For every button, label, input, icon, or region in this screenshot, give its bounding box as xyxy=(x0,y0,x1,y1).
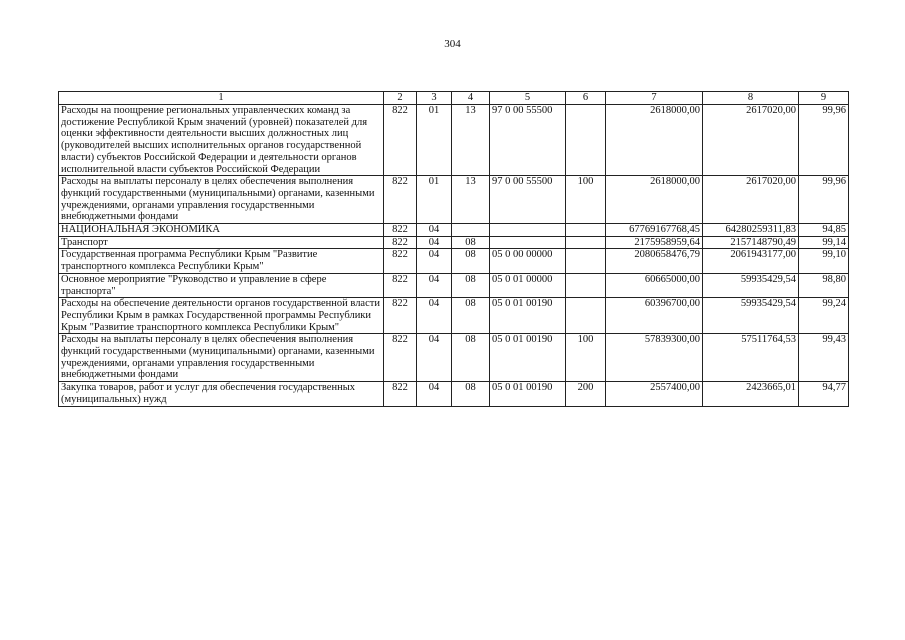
percent-cell: 94,77 xyxy=(799,382,849,406)
target-article-cell: 97 0 00 55500 xyxy=(490,176,566,224)
table-header-row xyxy=(59,92,849,105)
planned-amount-cell: 57839300,00 xyxy=(606,334,703,382)
planned-amount-cell: 2175958959,64 xyxy=(606,236,703,249)
section-cell: 04 xyxy=(417,273,452,297)
column-header: 3 xyxy=(417,92,452,105)
column-header: 4 xyxy=(452,92,490,105)
table-row xyxy=(59,249,849,273)
table-row xyxy=(59,273,849,297)
ministry-code-cell: 822 xyxy=(384,105,417,176)
ministry-code-cell: 822 xyxy=(384,249,417,273)
percent-cell: 99,10 xyxy=(799,249,849,273)
column-header: 7 xyxy=(606,92,703,105)
expense-type-cell xyxy=(566,105,606,176)
percent-cell: 99,14 xyxy=(799,236,849,249)
table-row xyxy=(59,236,849,249)
column-header: 6 xyxy=(566,92,606,105)
column-header: 2 xyxy=(384,92,417,105)
column-header: 8 xyxy=(703,92,799,105)
table-row xyxy=(59,105,849,176)
row-name-cell: НАЦИОНАЛЬНАЯ ЭКОНОМИКА xyxy=(59,224,384,237)
page-number: 304 xyxy=(444,38,461,50)
planned-amount-cell: 60396700,00 xyxy=(606,298,703,334)
row-name-cell: Расходы на выплаты персоналу в целях обеспечения выполнения функций государственными (муниципальными) органами, казенными учреждениями, органами управления государственными внебюджетными фондами xyxy=(59,334,384,382)
target-article-cell xyxy=(490,236,566,249)
planned-amount-cell: 2618000,00 xyxy=(606,176,703,224)
executed-amount-cell: 59935429,54 xyxy=(703,273,799,297)
executed-amount-cell: 2157148790,49 xyxy=(703,236,799,249)
section-cell: 04 xyxy=(417,334,452,382)
column-header: 1 xyxy=(59,92,384,105)
expense-type-cell xyxy=(566,273,606,297)
percent-cell: 99,96 xyxy=(799,176,849,224)
executed-amount-cell: 2617020,00 xyxy=(703,176,799,224)
executed-amount-cell: 2617020,00 xyxy=(703,105,799,176)
section-cell: 04 xyxy=(417,249,452,273)
ministry-code-cell: 822 xyxy=(384,273,417,297)
percent-cell: 99,96 xyxy=(799,105,849,176)
expense-type-cell: 100 xyxy=(566,334,606,382)
row-name-cell: Расходы на поощрение региональных управленческих команд за достижение Республикой Крым значений (уровней) показателей для оценки эффективности деятельности высших должностных лиц (руководителей высших исполнительных органов государственной власти) субъектов Российской Федерации и деятельности органов исполнительной власти субъектов Российской Федерации xyxy=(59,105,384,176)
ministry-code-cell: 822 xyxy=(384,176,417,224)
percent-cell: 99,24 xyxy=(799,298,849,334)
expense-type-cell xyxy=(566,249,606,273)
row-name-cell: Основное мероприятие "Руководство и управление в сфере транспорта" xyxy=(59,273,384,297)
section-cell: 04 xyxy=(417,298,452,334)
executed-amount-cell: 2423665,01 xyxy=(703,382,799,406)
column-header: 5 xyxy=(490,92,566,105)
planned-amount-cell: 67769167768,45 xyxy=(606,224,703,237)
table-row xyxy=(59,298,849,334)
planned-amount-cell: 60665000,00 xyxy=(606,273,703,297)
section-cell: 04 xyxy=(417,382,452,406)
executed-amount-cell: 59935429,54 xyxy=(703,298,799,334)
target-article-cell: 05 0 01 00190 xyxy=(490,334,566,382)
ministry-code-cell: 822 xyxy=(384,236,417,249)
row-name-cell: Расходы на выплаты персоналу в целях обеспечения выполнения функций государственными (муниципальными) органами, казенными учреждениями, органами управления государственными внебюджетными фондами xyxy=(59,176,384,224)
percent-cell: 94,85 xyxy=(799,224,849,237)
expense-type-cell xyxy=(566,224,606,237)
percent-cell: 99,43 xyxy=(799,334,849,382)
table-row xyxy=(59,382,849,406)
subsection-cell: 08 xyxy=(452,249,490,273)
subsection-cell: 13 xyxy=(452,105,490,176)
expense-type-cell: 200 xyxy=(566,382,606,406)
target-article-cell: 05 0 00 00000 xyxy=(490,249,566,273)
section-cell: 01 xyxy=(417,105,452,176)
subsection-cell: 08 xyxy=(452,236,490,249)
ministry-code-cell: 822 xyxy=(384,224,417,237)
target-article-cell xyxy=(490,224,566,237)
subsection-cell: 13 xyxy=(452,176,490,224)
expense-type-cell: 100 xyxy=(566,176,606,224)
ministry-code-cell: 822 xyxy=(384,334,417,382)
table-row xyxy=(59,224,849,237)
subsection-cell: 08 xyxy=(452,273,490,297)
budget-table xyxy=(58,91,849,407)
section-cell: 01 xyxy=(417,176,452,224)
row-name-cell: Закупка товаров, работ и услуг для обеспечения государственных (муниципальных) нужд xyxy=(59,382,384,406)
section-cell: 04 xyxy=(417,236,452,249)
section-cell: 04 xyxy=(417,224,452,237)
subsection-cell xyxy=(452,224,490,237)
ministry-code-cell: 822 xyxy=(384,298,417,334)
expense-type-cell xyxy=(566,236,606,249)
subsection-cell: 08 xyxy=(452,382,490,406)
row-name-cell: Расходы на обеспечение деятельности органов государственной власти Республики Крым в рамках Государственной программы Республики Крым "Развитие транспортного комплекса Республики Крым" xyxy=(59,298,384,334)
expense-type-cell xyxy=(566,298,606,334)
executed-amount-cell: 2061943177,00 xyxy=(703,249,799,273)
percent-cell: 98,80 xyxy=(799,273,849,297)
target-article-cell: 05 0 01 00190 xyxy=(490,382,566,406)
target-article-cell: 05 0 01 00190 xyxy=(490,298,566,334)
planned-amount-cell: 2618000,00 xyxy=(606,105,703,176)
planned-amount-cell: 2557400,00 xyxy=(606,382,703,406)
subsection-cell: 08 xyxy=(452,334,490,382)
planned-amount-cell: 2080658476,79 xyxy=(606,249,703,273)
table-row xyxy=(59,176,849,224)
row-name-cell: Транспорт xyxy=(59,236,384,249)
ministry-code-cell: 822 xyxy=(384,382,417,406)
column-header: 9 xyxy=(799,92,849,105)
executed-amount-cell: 64280259311,83 xyxy=(703,224,799,237)
subsection-cell: 08 xyxy=(452,298,490,334)
executed-amount-cell: 57511764,53 xyxy=(703,334,799,382)
row-name-cell: Государственная программа Республики Крым "Развитие транспортного комплекса Республики Крым" xyxy=(59,249,384,273)
target-article-cell: 97 0 00 55500 xyxy=(490,105,566,176)
table-row xyxy=(59,334,849,382)
target-article-cell: 05 0 01 00000 xyxy=(490,273,566,297)
